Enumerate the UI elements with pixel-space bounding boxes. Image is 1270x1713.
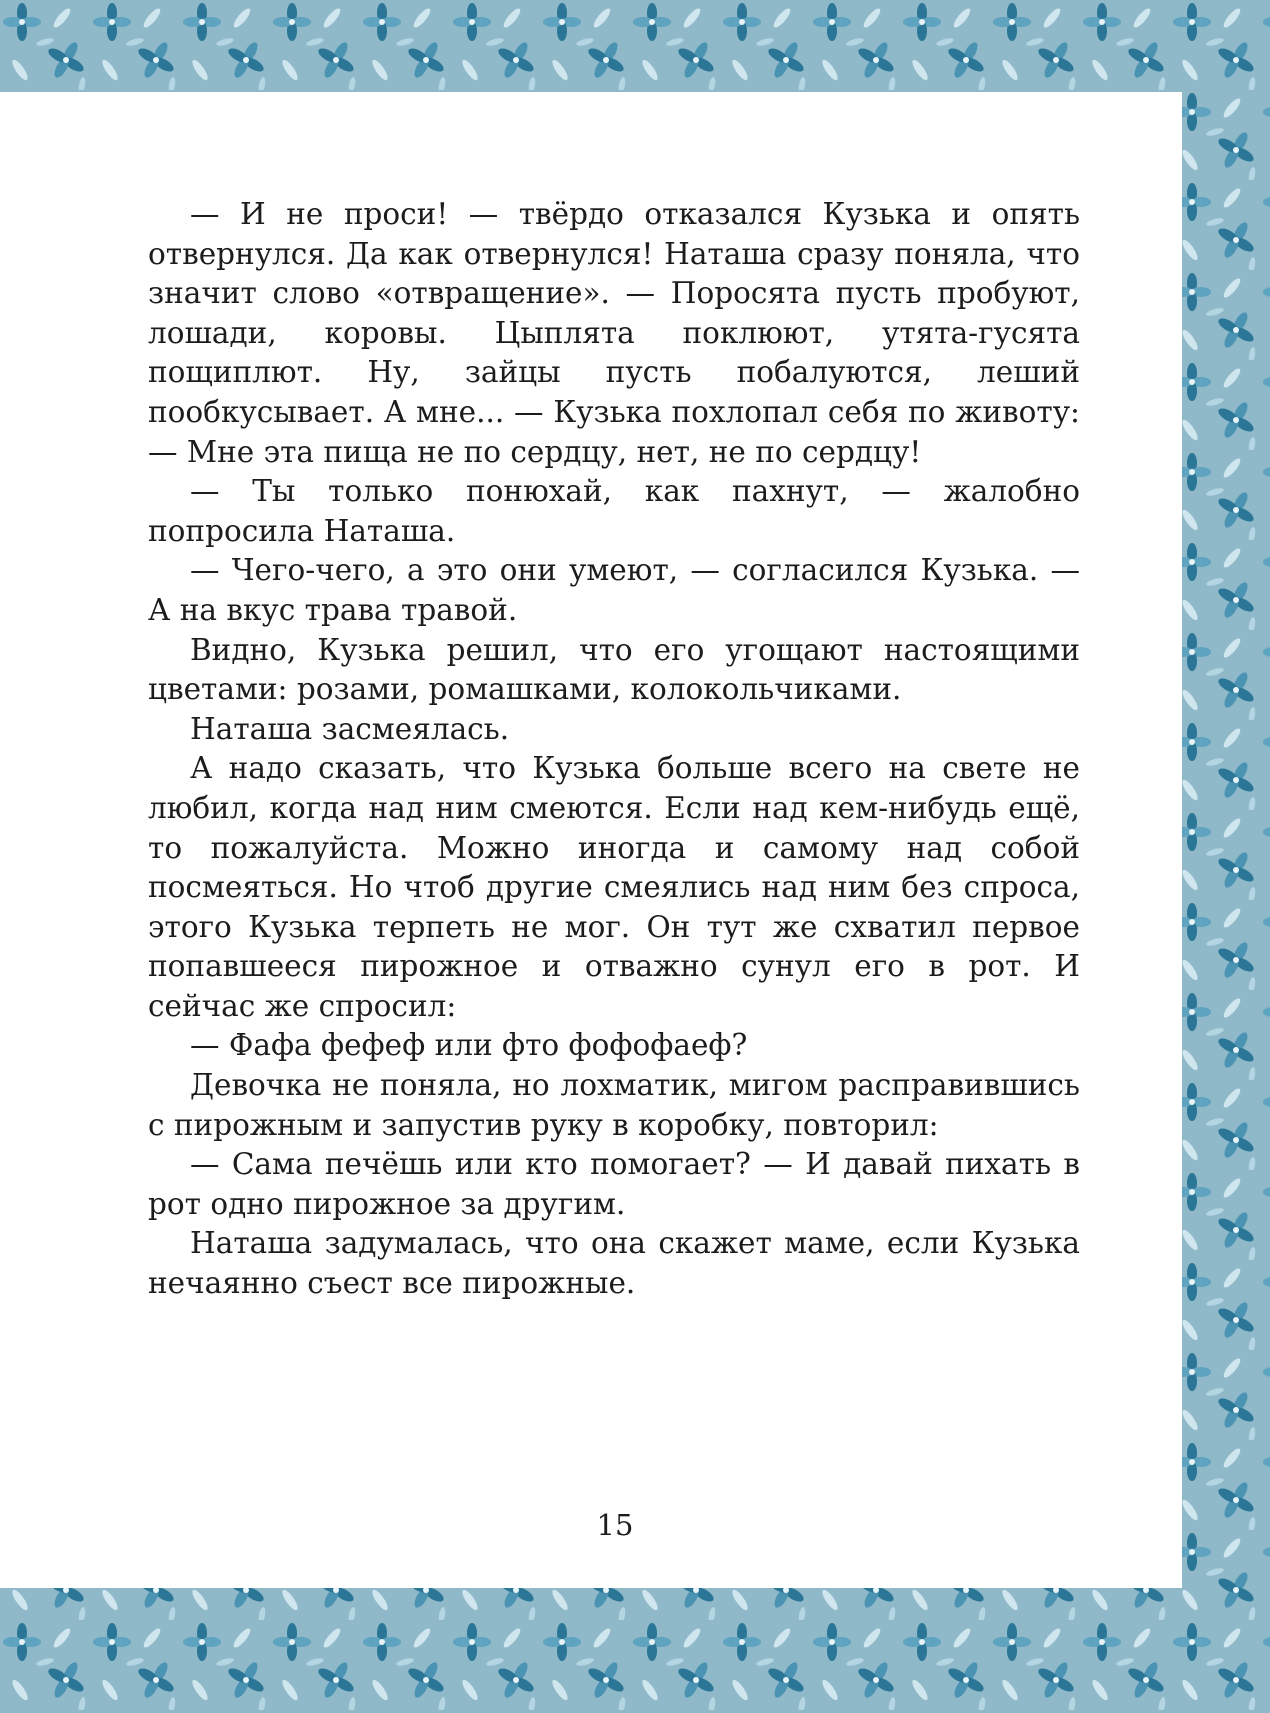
paragraph: А надо сказать, что Кузька больше всего на свете не любил, когда над ним смеются. Если над кем-нибудь ещё, то пожалуйста. Можно иногда и самому над собой посмеяться. Но чтоб другие смеялись над ним без спроса, этого Кузька терпеть не мог. Он тут же схватил первое попавшееся пирожное и отважно сунул его в рот. И сейчас же спросил:: [148, 751, 1080, 1023]
story-text: [148, 195, 1080, 1304]
paragraph: — Ты только понюхай, как пахнут, — жалобно попросила Наташа.: [148, 474, 1080, 548]
paragraph: — Фафа фефеф или фто фофофаеф?: [190, 1028, 748, 1063]
page-number: 15: [596, 1508, 634, 1542]
paragraph: Наташа засмеялась.: [190, 711, 510, 746]
paragraph: — Чего-чего, а это они умеют, — согласился Кузька. — А на вкус трава травой.: [148, 553, 1080, 627]
paragraph: Видно, Кузька решил, что его угощают настоящими цветами: розами, ромашками, колокольчиками.: [148, 632, 1080, 707]
paragraph: — И не проси! — твёрдо отказался Кузька и опять отвернулся. Да как отвернулся! Наташа сразу поняла, что значит слово «отвращение». — Поросята пусть пробуют, лошади, коровы. Цыплята поклюют, утята-гусята пощиплют. Ну, зайцы пусть побалуются, леший пообкусывает. А мне... — Кузька похлопал себя по животу: — Мне эта пища не по сердцу, нет, не по сердцу!: [148, 197, 1080, 469]
paragraph: Девочка не поняла, но лохматик, мигом расправившись с пирожным и запустив руку в коробку, повторил:: [148, 1068, 1080, 1142]
paragraph: Наташа задумалась, что она скажет маме, если Кузька нечаянно съест все пирожные.: [148, 1226, 1080, 1301]
paragraph: — Сама печёшь или кто помогает? — И давай пихать в рот одно пирожное за другим.: [148, 1147, 1080, 1221]
